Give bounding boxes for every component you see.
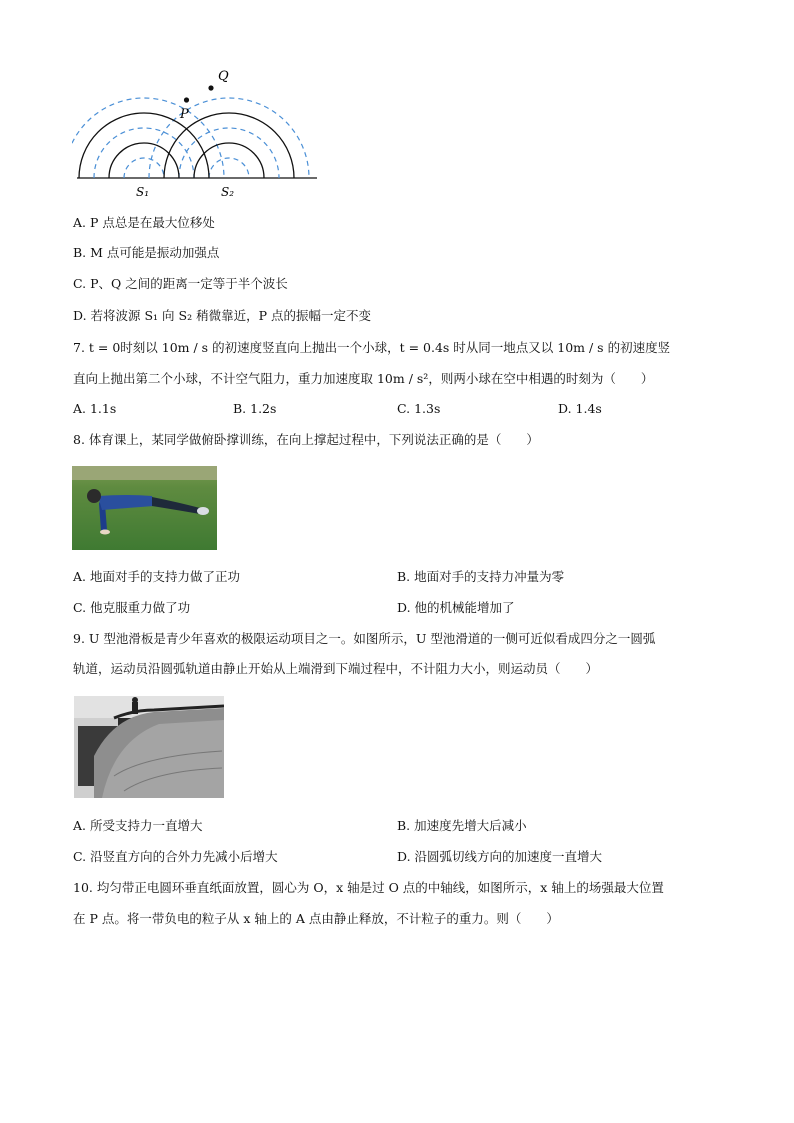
q7-option-c: C. 1.3s bbox=[397, 401, 441, 416]
q8-option-a: A. 地面对手的支持力做了正功 bbox=[73, 569, 240, 584]
q6-option-b: B. M 点可能是振动加强点 bbox=[73, 245, 220, 260]
dashed-arc bbox=[209, 158, 249, 178]
q8-option-c: C. 他克服重力做了功 bbox=[73, 600, 191, 615]
label-q: Q bbox=[218, 69, 229, 84]
wave-interference-figure bbox=[72, 58, 322, 208]
solid-arc bbox=[194, 143, 264, 178]
q9-stem-line1: 9. U 型池滑板是青少年喜欢的极限运动项目之一。如图所示，U 型池滑道的一侧可近似看成四分之一圆弧 bbox=[73, 631, 656, 646]
q7-stem-line1: 7. t = 0时刻以 10m / s 的初速度竖直向上抛出一个小球，t = 0.4s 时从同一地点又以 10m / s 的初速度竖 bbox=[73, 340, 671, 355]
q9-option-a: A. 所受支持力一直增大 bbox=[73, 818, 203, 833]
label-p: P bbox=[180, 107, 189, 122]
dashed-arc bbox=[72, 98, 224, 178]
q8-stem: 8. 体育课上，某同学做俯卧撑训练，在向上撑起过程中，下列说法正确的是（ ） bbox=[73, 432, 539, 447]
label-s1: S₁ bbox=[136, 185, 150, 199]
q6-option-d: D. 若将波源 S₁ 向 S₂ 稍微靠近，P 点的振幅一定不变 bbox=[73, 308, 371, 323]
point-p bbox=[184, 97, 189, 102]
dashed-arc bbox=[124, 158, 164, 178]
pushup-photo bbox=[72, 466, 217, 550]
q10-stem-line1: 10. 均匀带正电圆环垂直纸面放置，圆心为 O，x 轴是过 O 点的中轴线，如图所示，x 轴上的场强最大位置 bbox=[73, 880, 664, 895]
u-ramp-photo bbox=[74, 696, 224, 798]
q8-option-d: D. 他的机械能增加了 bbox=[397, 600, 515, 615]
q9-option-c: C. 沿竖直方向的合外力先减小后增大 bbox=[73, 849, 278, 864]
label-s2: S₂ bbox=[221, 185, 235, 199]
q9-option-b: B. 加速度先增大后减小 bbox=[397, 818, 527, 833]
q7-option-b: B. 1.2s bbox=[233, 401, 277, 416]
q9-option-d: D. 沿圆弧切线方向的加速度一直增大 bbox=[397, 849, 603, 864]
q10-stem-line2: 在 P 点。将一带负电的粒子从 x 轴上的 A 点由静止释放，不计粒子的重力。则（ ） bbox=[73, 911, 559, 926]
q7-stem-line2: 直向上抛出第二个小球，不计空气阻力，重力加速度取 10m / s²，则两小球在空中相遇的时刻为（ ） bbox=[73, 371, 654, 386]
q9-stem-line2: 轨道，运动员沿圆弧轨道由静止开始从上端滑到下端过程中，不计阻力大小，则运动员（ ） bbox=[73, 661, 599, 676]
solid-arc bbox=[109, 143, 179, 178]
solid-arc bbox=[164, 113, 294, 178]
q6-option-c: C. P、Q 之间的距离一定等于半个波长 bbox=[73, 276, 288, 291]
q6-option-a: A. P 点总是在最大位移处 bbox=[73, 215, 215, 230]
q7-option-a: A. 1.1s bbox=[73, 401, 117, 416]
point-q bbox=[208, 85, 213, 90]
solid-arc bbox=[79, 113, 209, 178]
skater bbox=[132, 702, 138, 714]
q8-option-b: B. 地面对手的支持力冲量为零 bbox=[397, 569, 565, 584]
q7-option-d: D. 1.4s bbox=[558, 401, 602, 416]
